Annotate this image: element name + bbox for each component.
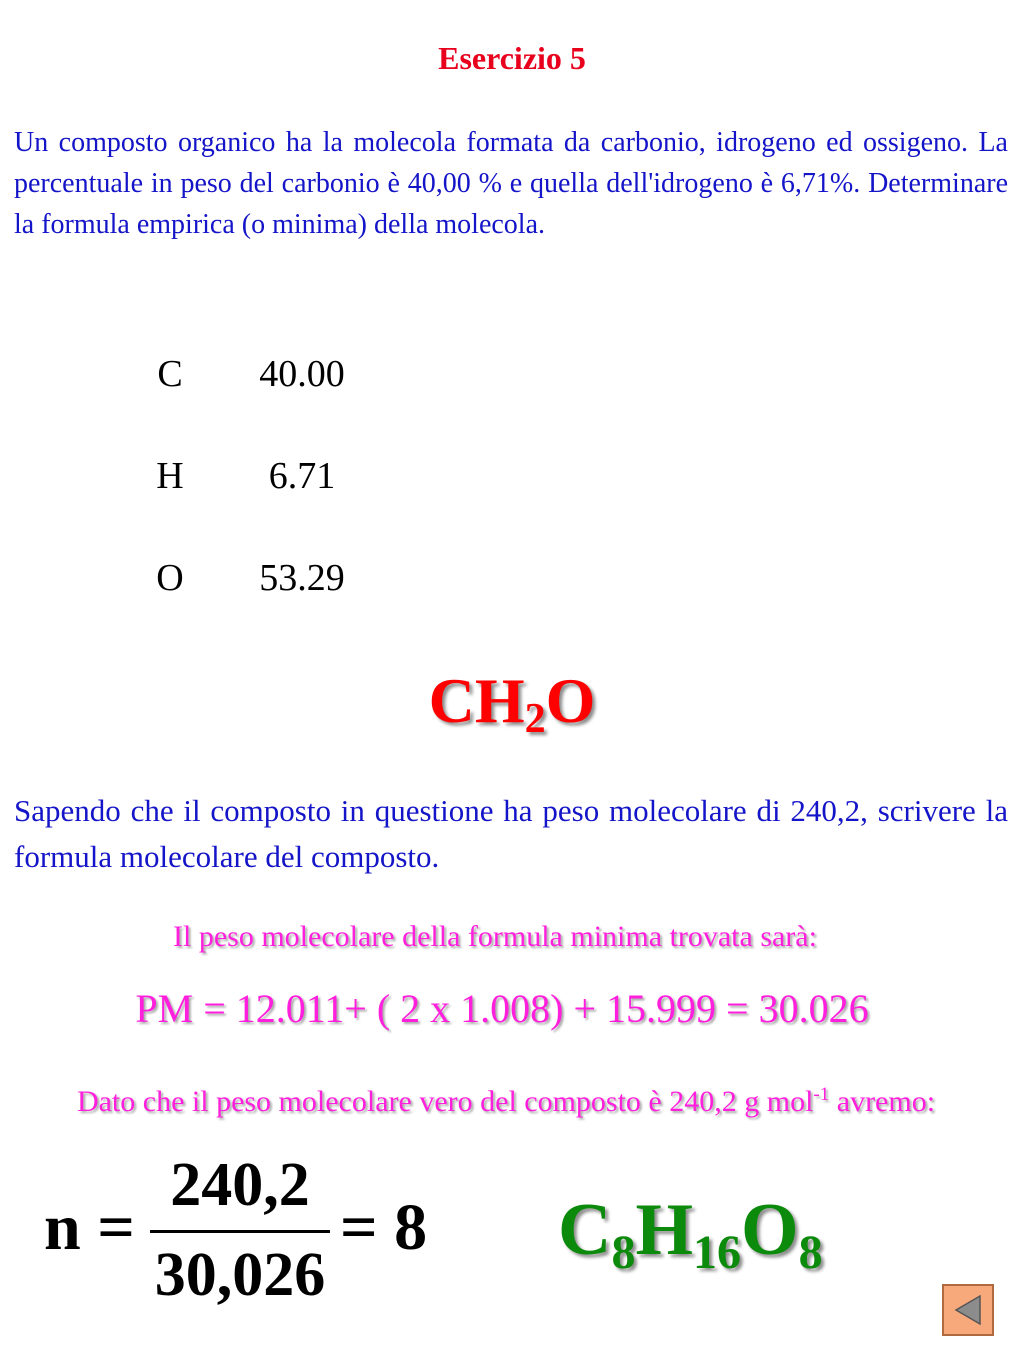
n-label: n = bbox=[44, 1191, 135, 1264]
element-percent-h: 6.71 bbox=[268, 455, 336, 497]
molecular-formula bbox=[558, 1188, 823, 1280]
second-question-text: Sapendo che il composto in questione ha peso molecolare di 240,2, scrivere la formula molecolare del composto. bbox=[14, 793, 1008, 874]
problem-text: Un composto organico ha la molecola formata da carbonio, idrogeno ed ossigeno. La percentuale in peso del carbonio è 40,00 % e quella dell'idrogeno è 6,71%. Determinare la formula empirica (o minima) della molecola. bbox=[14, 127, 1008, 240]
pm-intro-text: Il peso molecolare della formula minima trovata sarà: bbox=[173, 920, 817, 953]
given-molar-mass-text bbox=[0, 1084, 1012, 1119]
back-button[interactable] bbox=[942, 1284, 994, 1336]
molecular-formula-count-c: 8 bbox=[611, 1226, 636, 1279]
fraction-line bbox=[150, 1230, 330, 1233]
empirical-formula-subscript: 2 bbox=[524, 696, 546, 742]
given-text: Dato che il peso molecolare vero del composto è 240,2 g mol bbox=[76, 1085, 814, 1118]
empirical-formula bbox=[0, 664, 1024, 743]
page-title: Esercizio 5 bbox=[438, 40, 586, 76]
element-symbol-h: H bbox=[156, 455, 184, 497]
molecular-formula-element-o: O bbox=[741, 1189, 799, 1271]
fraction-denominator: 30,026 bbox=[154, 1241, 326, 1309]
back-arrow-icon bbox=[950, 1292, 986, 1328]
pm-equation: PM = 12.011+ ( 2 x 1.008) + 15.999 = 30.026 bbox=[135, 986, 869, 1031]
empirical-formula-part1: CH bbox=[428, 665, 525, 736]
empirical-formula-part2: O bbox=[545, 665, 596, 736]
molecular-formula-count-h: 16 bbox=[693, 1226, 742, 1279]
molecular-formula-element-h: H bbox=[635, 1189, 694, 1271]
element-percent-o: 53.29 bbox=[259, 557, 345, 599]
element-percent-c: 40.00 bbox=[259, 353, 345, 395]
molecular-formula-element-c: C bbox=[558, 1189, 612, 1271]
element-symbol-o: O bbox=[156, 557, 184, 599]
fraction-numerator: 240,2 bbox=[170, 1151, 310, 1219]
element-symbol-c: C bbox=[157, 353, 183, 395]
n-result: = 8 bbox=[340, 1191, 428, 1264]
given-tail: avremo: bbox=[829, 1085, 936, 1118]
given-exponent: -1 bbox=[813, 1084, 830, 1105]
molecular-formula-count-o: 8 bbox=[798, 1226, 823, 1279]
